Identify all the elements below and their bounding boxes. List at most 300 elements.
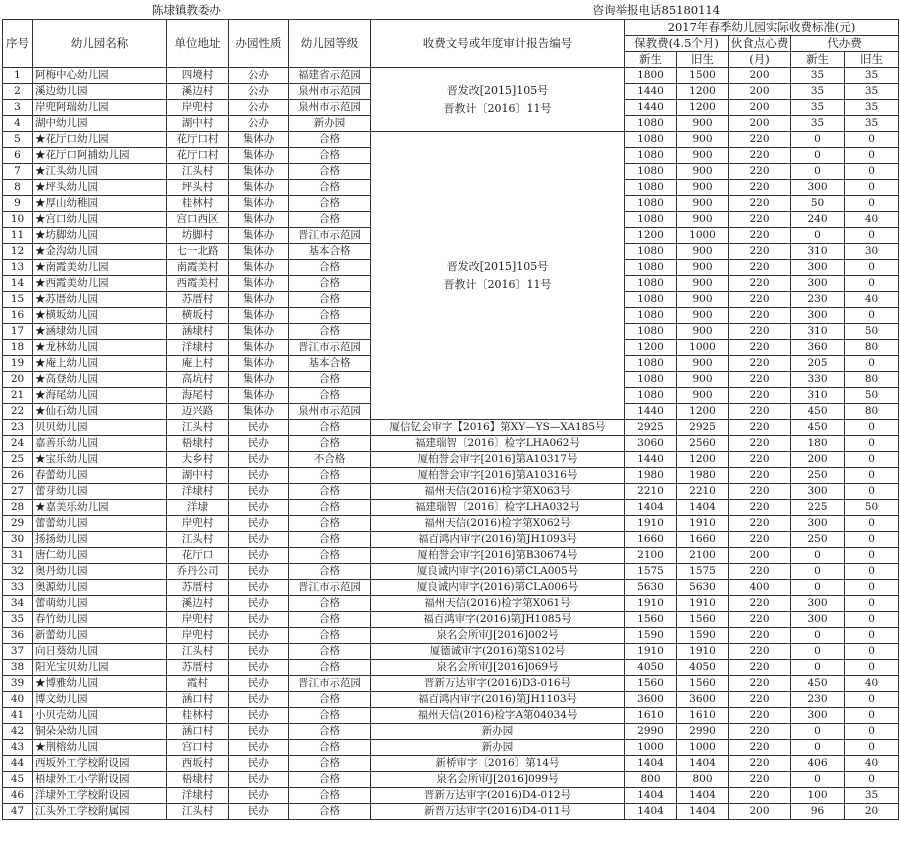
- kindergarten-grade: 晋江市示范园: [289, 580, 371, 596]
- kindergarten-grade: 合格: [289, 724, 371, 740]
- kindergarten-address: 岸兜村: [167, 628, 229, 644]
- row-number: 37: [3, 644, 33, 660]
- kindergarten-grade: 合格: [289, 132, 371, 148]
- fee-table-sheet: [2, 2, 898, 820]
- kindergarten-nature: 民办: [229, 692, 289, 708]
- table-row: [3, 500, 899, 516]
- row-number: 25: [3, 452, 33, 468]
- kindergarten-grade: 合格: [289, 532, 371, 548]
- tuition-old: 1910: [677, 516, 729, 532]
- kindergarten-nature: 民办: [229, 500, 289, 516]
- row-number: 40: [3, 692, 33, 708]
- kindergarten-grade: 合格: [289, 564, 371, 580]
- agency-old: 40: [845, 756, 899, 772]
- row-number: 35: [3, 612, 33, 628]
- tuition-new: 1590: [625, 628, 677, 644]
- agency-new: 0: [791, 772, 845, 788]
- agency-new: 200: [791, 452, 845, 468]
- tuition-new: 1080: [625, 388, 677, 404]
- tuition-old: 1404: [677, 788, 729, 804]
- kindergarten-nature: 集体办: [229, 148, 289, 164]
- kindergarten-name: 嘉善乐幼儿园: [33, 436, 167, 452]
- agency-old: 0: [845, 772, 899, 788]
- tuition-new: 1080: [625, 116, 677, 132]
- kindergarten-nature: 集体办: [229, 340, 289, 356]
- kindergarten-name: 唐仁幼儿园: [33, 548, 167, 564]
- kindergarten-name: ★金沟幼儿园: [33, 244, 167, 260]
- kindergarten-nature: 民办: [229, 564, 289, 580]
- tuition-old: 1560: [677, 676, 729, 692]
- kindergarten-name: 蕾萌幼儿园: [33, 596, 167, 612]
- meal-fee: 220: [729, 612, 791, 628]
- meal-fee: 220: [729, 260, 791, 276]
- kindergarten-name: 奥丹幼儿园: [33, 564, 167, 580]
- row-number: 22: [3, 404, 33, 420]
- kindergarten-address: 桂林村: [167, 196, 229, 212]
- kindergarten-address: 花厅口: [167, 548, 229, 564]
- kindergarten-nature: 民办: [229, 596, 289, 612]
- fee-doc: 泉名会所审J[2016]069号: [371, 660, 625, 676]
- row-number: 2: [3, 84, 33, 100]
- kindergarten-nature: 民办: [229, 548, 289, 564]
- kindergarten-address: 西霞美村: [167, 276, 229, 292]
- meal-fee: 220: [729, 388, 791, 404]
- kindergarten-name: 西坂外工学校附设园: [33, 756, 167, 772]
- tuition-old: 1200: [677, 452, 729, 468]
- table-row: [3, 132, 899, 148]
- kindergarten-address: 湖中村: [167, 468, 229, 484]
- kindergarten-grade: 合格: [289, 420, 371, 436]
- tuition-new: 1910: [625, 516, 677, 532]
- kindergarten-name: 阳光宝贝幼儿园: [33, 660, 167, 676]
- tuition-new: 1080: [625, 308, 677, 324]
- row-number: 4: [3, 116, 33, 132]
- meal-fee: 220: [729, 660, 791, 676]
- kindergarten-nature: 集体办: [229, 260, 289, 276]
- agency-new: 450: [791, 404, 845, 420]
- agency-new: 35: [791, 100, 845, 116]
- tuition-old: 1560: [677, 612, 729, 628]
- header-meal-unit: (月): [729, 52, 791, 68]
- tuition-old: 1000: [677, 228, 729, 244]
- tuition-new: 5630: [625, 580, 677, 596]
- meal-fee: 220: [729, 468, 791, 484]
- kindergarten-address: 溪边村: [167, 596, 229, 612]
- table-row: [3, 596, 899, 612]
- tuition-old: 1660: [677, 532, 729, 548]
- agency-old: 80: [845, 404, 899, 420]
- tuition-old: 1404: [677, 804, 729, 820]
- row-number: 46: [3, 788, 33, 804]
- kindergarten-nature: 民办: [229, 484, 289, 500]
- kindergarten-name: ★南霞美幼儿园: [33, 260, 167, 276]
- tuition-new: 1404: [625, 756, 677, 772]
- kindergarten-grade: 合格: [289, 772, 371, 788]
- kindergarten-name: ★厚山幼稚园: [33, 196, 167, 212]
- kindergarten-grade: 合格: [289, 276, 371, 292]
- kindergarten-nature: 公办: [229, 68, 289, 84]
- kindergarten-grade: 合格: [289, 388, 371, 404]
- tuition-old: 900: [677, 116, 729, 132]
- kindergarten-address: 洋埭村: [167, 484, 229, 500]
- fee-doc: 泉名会所审J[2016]099号: [371, 772, 625, 788]
- agency-new: 0: [791, 132, 845, 148]
- kindergarten-nature: 民办: [229, 420, 289, 436]
- kindergarten-name: ★花厅口阿捕幼儿园: [33, 148, 167, 164]
- kindergarten-grade: 合格: [289, 308, 371, 324]
- meal-fee: 400: [729, 580, 791, 596]
- fee-doc: 福州天信(2016)检字第X063号: [371, 484, 625, 500]
- tuition-new: 4050: [625, 660, 677, 676]
- meal-fee: 220: [729, 404, 791, 420]
- tuition-old: 4050: [677, 660, 729, 676]
- kindergarten-grade: 基本合格: [289, 244, 371, 260]
- kindergarten-name: ★苏厝幼儿园: [33, 292, 167, 308]
- agency-new: 205: [791, 356, 845, 372]
- row-number: 42: [3, 724, 33, 740]
- kindergarten-name: ★博雅幼儿园: [33, 676, 167, 692]
- agency-new: 0: [791, 228, 845, 244]
- agency-old: 0: [845, 612, 899, 628]
- row-number: 43: [3, 740, 33, 756]
- kindergarten-address: 江头村: [167, 532, 229, 548]
- tuition-new: 1080: [625, 132, 677, 148]
- tuition-old: 2100: [677, 548, 729, 564]
- agency-old: 0: [845, 628, 899, 644]
- kindergarten-address: 洋埭村: [167, 788, 229, 804]
- fee-doc-line: 晋发改[2015]105号: [446, 83, 549, 97]
- tuition-new: 2100: [625, 548, 677, 564]
- fee-doc: 福州天信(2016)检字第X061号: [371, 596, 625, 612]
- kindergarten-address: 江头村: [167, 164, 229, 180]
- row-number: 15: [3, 292, 33, 308]
- agency-new: 360: [791, 340, 845, 356]
- table-row: [3, 516, 899, 532]
- agency-new: 300: [791, 180, 845, 196]
- meal-fee: 220: [729, 436, 791, 452]
- tuition-new: 1560: [625, 676, 677, 692]
- kindergarten-address: 岸兜村: [167, 100, 229, 116]
- agency-old: 0: [845, 548, 899, 564]
- agency-new: 0: [791, 548, 845, 564]
- kindergarten-address: 洋埭: [167, 500, 229, 516]
- row-number: 38: [3, 660, 33, 676]
- tuition-new: 3060: [625, 436, 677, 452]
- meal-fee: 220: [729, 452, 791, 468]
- tuition-old: 900: [677, 196, 729, 212]
- table-row: [3, 740, 899, 756]
- row-number: 39: [3, 676, 33, 692]
- fee-doc: 新办园: [371, 724, 625, 740]
- kindergarten-nature: 集体办: [229, 308, 289, 324]
- table-row: [3, 644, 899, 660]
- agency-old: 0: [845, 468, 899, 484]
- header-tuition-old: 旧生: [677, 52, 729, 68]
- agency-new: 0: [791, 644, 845, 660]
- agency-new: 330: [791, 372, 845, 388]
- tuition-old: 2925: [677, 420, 729, 436]
- kindergarten-name: 蕾蕾幼儿园: [33, 516, 167, 532]
- kindergarten-name: 扬扬幼儿园: [33, 532, 167, 548]
- agency-new: 225: [791, 500, 845, 516]
- kindergarten-nature: 民办: [229, 612, 289, 628]
- kindergarten-nature: 集体办: [229, 404, 289, 420]
- tuition-new: 1080: [625, 260, 677, 276]
- fee-doc: 福百鸿审字(2016)第JH1085号: [371, 612, 625, 628]
- table-row: [3, 724, 899, 740]
- kindergarten-address: 梧埭村: [167, 772, 229, 788]
- tuition-old: 900: [677, 292, 729, 308]
- meal-fee: 220: [729, 692, 791, 708]
- tuition-new: 1080: [625, 372, 677, 388]
- kindergarten-name: ★宝乐幼儿园: [33, 452, 167, 468]
- kindergarten-address: 霞村: [167, 676, 229, 692]
- tuition-new: 1560: [625, 612, 677, 628]
- agency-new: 0: [791, 580, 845, 596]
- agency-new: 35: [791, 84, 845, 100]
- row-number: 32: [3, 564, 33, 580]
- kindergarten-address: 溪边村: [167, 84, 229, 100]
- kindergarten-address: 坊脚村: [167, 228, 229, 244]
- agency-old: 0: [845, 516, 899, 532]
- tuition-new: 1000: [625, 740, 677, 756]
- kindergarten-address: 高坑村: [167, 372, 229, 388]
- tuition-old: 1200: [677, 404, 729, 420]
- fee-doc: 泉名会所审J[2016]002号: [371, 628, 625, 644]
- header-tuition-new: 新生: [625, 52, 677, 68]
- agency-new: 300: [791, 308, 845, 324]
- table-row: [3, 68, 899, 84]
- meal-fee: 220: [729, 500, 791, 516]
- tuition-new: 800: [625, 772, 677, 788]
- kindergarten-nature: 集体办: [229, 388, 289, 404]
- header-grade: 幼儿园等级: [289, 20, 371, 68]
- kindergarten-grade: 合格: [289, 500, 371, 516]
- meal-fee: 220: [729, 228, 791, 244]
- tuition-old: 900: [677, 244, 729, 260]
- kindergarten-nature: 民办: [229, 436, 289, 452]
- agency-old: 35: [845, 116, 899, 132]
- agency-old: 0: [845, 708, 899, 724]
- kindergarten-name: 春蕾幼儿园: [33, 468, 167, 484]
- kindergarten-address: 庵上村: [167, 356, 229, 372]
- tuition-new: 1575: [625, 564, 677, 580]
- kindergarten-grade: 泉州市示范园: [289, 100, 371, 116]
- table-row: [3, 756, 899, 772]
- header-agency: 代办费: [791, 36, 899, 52]
- agency-old: 0: [845, 180, 899, 196]
- kindergarten-grade: 合格: [289, 260, 371, 276]
- meal-fee: 220: [729, 564, 791, 580]
- kindergarten-address: 宫口村: [167, 740, 229, 756]
- kindergarten-name: ★宫口幼儿园: [33, 212, 167, 228]
- header-tuition: 保教费(4.5个月): [625, 36, 729, 52]
- tuition-new: 1660: [625, 532, 677, 548]
- agency-new: 310: [791, 324, 845, 340]
- tuition-old: 800: [677, 772, 729, 788]
- agency-old: 80: [845, 372, 899, 388]
- kindergarten-address: 洋埭村: [167, 340, 229, 356]
- agency-old: 0: [845, 356, 899, 372]
- kindergarten-name: 梧埭外工小学附设园: [33, 772, 167, 788]
- agency-old: 0: [845, 436, 899, 452]
- tuition-new: 1404: [625, 500, 677, 516]
- row-number: 34: [3, 596, 33, 612]
- table-row: [3, 468, 899, 484]
- table-row: [3, 436, 899, 452]
- kindergarten-grade: 合格: [289, 148, 371, 164]
- kindergarten-grade: 泉州市示范园: [289, 84, 371, 100]
- meal-fee: 200: [729, 116, 791, 132]
- kindergarten-address: 海尾村: [167, 388, 229, 404]
- agency-old: 0: [845, 148, 899, 164]
- tuition-old: 3600: [677, 692, 729, 708]
- meal-fee: 220: [729, 628, 791, 644]
- kindergarten-address: 西坂村: [167, 756, 229, 772]
- agency-new: 35: [791, 68, 845, 84]
- agency-old: 30: [845, 244, 899, 260]
- kindergarten-name: 洋埭外工学校附设园: [33, 788, 167, 804]
- kindergarten-address: 花厅口村: [167, 132, 229, 148]
- tuition-new: 1910: [625, 596, 677, 612]
- table-row: [3, 772, 899, 788]
- row-number: 21: [3, 388, 33, 404]
- kindergarten-name: ★高登幼儿园: [33, 372, 167, 388]
- kindergarten-grade: 合格: [289, 324, 371, 340]
- kindergarten-grade: 晋江市示范园: [289, 676, 371, 692]
- tuition-new: 2990: [625, 724, 677, 740]
- kindergarten-nature: 公办: [229, 100, 289, 116]
- tuition-old: 2990: [677, 724, 729, 740]
- kindergarten-address: 七一北路: [167, 244, 229, 260]
- agency-old: 40: [845, 292, 899, 308]
- kindergarten-address: 坪头村: [167, 180, 229, 196]
- kindergarten-name: ★涵埭幼儿园: [33, 324, 167, 340]
- meal-fee: 220: [729, 148, 791, 164]
- tuition-new: 1200: [625, 228, 677, 244]
- agency-old: 0: [845, 308, 899, 324]
- tuition-new: 3600: [625, 692, 677, 708]
- row-number: 31: [3, 548, 33, 564]
- tuition-old: 900: [677, 308, 729, 324]
- fee-doc: 福州天信(2016)检字A第04034号: [371, 708, 625, 724]
- kindergarten-name: ★坊脚幼儿园: [33, 228, 167, 244]
- agency-new: 230: [791, 692, 845, 708]
- fee-doc: 福州天信(2016)检字第X062号: [371, 516, 625, 532]
- header-agency-old: 旧生: [845, 52, 899, 68]
- kindergarten-name: 江头外工学校附属园: [33, 804, 167, 820]
- fee-doc: 厦柏誉会审字[2016]第A10316号: [371, 468, 625, 484]
- meal-fee: 220: [729, 708, 791, 724]
- agency-new: 0: [791, 660, 845, 676]
- kindergarten-address: 乔丹公司: [167, 564, 229, 580]
- kindergarten-grade: 福建省示范园: [289, 68, 371, 84]
- tuition-new: 1440: [625, 84, 677, 100]
- kindergarten-address: 涵口村: [167, 724, 229, 740]
- agency-old: 50: [845, 500, 899, 516]
- agency-new: 180: [791, 436, 845, 452]
- table-row: [3, 804, 899, 820]
- row-number: 29: [3, 516, 33, 532]
- row-number: 14: [3, 276, 33, 292]
- row-number: 23: [3, 420, 33, 436]
- kindergarten-name: ★坪头幼儿园: [33, 180, 167, 196]
- tuition-new: 2925: [625, 420, 677, 436]
- kindergarten-name: ★荆榕幼儿园: [33, 740, 167, 756]
- meal-fee: 220: [729, 596, 791, 612]
- kindergarten-address: 苏厝村: [167, 292, 229, 308]
- tuition-new: 1080: [625, 164, 677, 180]
- agency-new: 310: [791, 388, 845, 404]
- table-row: [3, 692, 899, 708]
- kindergarten-nature: 民办: [229, 628, 289, 644]
- kindergarten-grade: 合格: [289, 468, 371, 484]
- agency-old: 0: [845, 564, 899, 580]
- tuition-new: 1910: [625, 644, 677, 660]
- kindergarten-address: 苏厝村: [167, 660, 229, 676]
- kindergarten-address: 大乡村: [167, 452, 229, 468]
- agency-new: 0: [791, 740, 845, 756]
- fee-doc: 新办园: [371, 740, 625, 756]
- tuition-new: 1080: [625, 212, 677, 228]
- tuition-new: 1980: [625, 468, 677, 484]
- agency-new: 450: [791, 420, 845, 436]
- tuition-old: 1000: [677, 340, 729, 356]
- agency-old: 50: [845, 388, 899, 404]
- fee-table: [2, 2, 899, 820]
- kindergarten-name: 奥源幼儿园: [33, 580, 167, 596]
- kindergarten-nature: 民办: [229, 660, 289, 676]
- tuition-new: 1440: [625, 452, 677, 468]
- kindergarten-name: 溪边幼儿园: [33, 84, 167, 100]
- meal-fee: 220: [729, 676, 791, 692]
- kindergarten-name: ★横坂幼儿园: [33, 308, 167, 324]
- agency-new: 35: [791, 116, 845, 132]
- fee-doc: 厦柏誉会审字[2016]第B30674号: [371, 548, 625, 564]
- agency-old: 0: [845, 260, 899, 276]
- row-number: 27: [3, 484, 33, 500]
- meal-fee: 220: [729, 340, 791, 356]
- row-number: 20: [3, 372, 33, 388]
- kindergarten-grade: 合格: [289, 484, 371, 500]
- agency-old: 0: [845, 276, 899, 292]
- row-number: 3: [3, 100, 33, 116]
- kindergarten-nature: 集体办: [229, 372, 289, 388]
- row-number: 1: [3, 68, 33, 84]
- tuition-old: 900: [677, 372, 729, 388]
- tuition-new: 1610: [625, 708, 677, 724]
- meal-fee: 220: [729, 788, 791, 804]
- kindergarten-address: 江头村: [167, 420, 229, 436]
- fee-doc: 福建瑞智〔2016〕检字LHA032号: [371, 500, 625, 516]
- header-meal: 伙食点心费: [729, 36, 791, 52]
- agency-new: 300: [791, 516, 845, 532]
- meal-fee: 220: [729, 772, 791, 788]
- row-number: 41: [3, 708, 33, 724]
- row-number: 5: [3, 132, 33, 148]
- row-number: 12: [3, 244, 33, 260]
- tuition-old: 1575: [677, 564, 729, 580]
- row-number: 18: [3, 340, 33, 356]
- fee-doc: 晋新万达审字(2016)D3-016号: [371, 676, 625, 692]
- kindergarten-grade: 基本合格: [289, 356, 371, 372]
- agency-new: 50: [791, 196, 845, 212]
- table-row: [3, 580, 899, 596]
- kindergarten-grade: 合格: [289, 804, 371, 820]
- kindergarten-grade: 合格: [289, 756, 371, 772]
- tuition-old: 1980: [677, 468, 729, 484]
- row-number: 45: [3, 772, 33, 788]
